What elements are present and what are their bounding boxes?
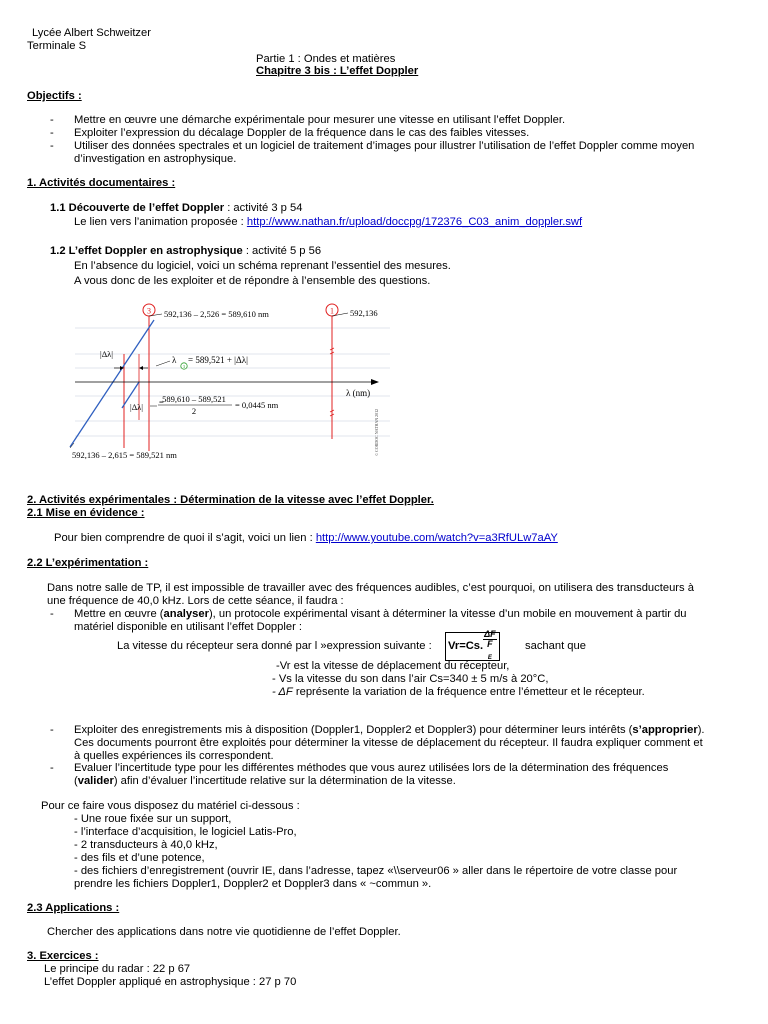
lambda-axis-arrow: [371, 379, 379, 385]
bullet-approprier-cont1: Ces documents pourront être exploités pour déterminer la vitesse de déplacement du récepteur. Il faudra expliquer comment et: [74, 737, 703, 749]
section2-3-title: 2.3 Applications :: [27, 902, 120, 914]
formula-intro: La vitesse du récepteur sera donné par l »expression suivante :: [117, 640, 432, 652]
fraction-numerator: 589,610 – 589,521: [162, 394, 226, 404]
ref-value-label: 592,136: [350, 308, 378, 318]
lambda-axis-label: λ (nm): [346, 388, 371, 398]
section2-2-title: 2.2 L’expérimentation :: [27, 557, 149, 569]
doppler-spectrum-diagram: [60, 296, 400, 466]
tp-paragraph-line2: une fréquence de 40,0 kHz. Lors de cette séance, il faudra :: [47, 595, 344, 607]
section1-2-heading: 1.2 L’effet Doppler en astrophysique : activité 5 p 56: [50, 245, 322, 257]
def-deltaf: - ΔF représente la variation de la fréquence entre l’émetteur et le récepteur.: [272, 686, 645, 698]
bullet-valider: Evaluer l’incertitude type pour les différentes méthodes que vous aurez utilisées lors de la détermination des fréquences: [74, 762, 669, 774]
def-vr: -Vr est la vitesse de déplacement du récepteur,: [276, 660, 510, 672]
section1-2-line2: A vous donc de les exploiter et de répondre à l’ensemble des questions.: [74, 275, 431, 287]
lambda3-rest: = 589,521 + |Δλ|: [188, 355, 248, 365]
material-item: - des fichiers d’enregistrement (ouvrir IE, dans l’adresse, tapez «\\serveur06 » aller dans le répertoire de votre classe pour: [74, 865, 678, 877]
marker-3-label: 3: [147, 306, 151, 316]
material-item: - des fils et d’une potence,: [74, 852, 205, 864]
def-vs: - Vs la vitesse du son dans l’air Cs=340 ± 5 m/s à 20°C,: [272, 673, 549, 685]
delta-lambda-left: |Δλ|: [100, 349, 113, 359]
section3-title: 3. Exercices :: [27, 950, 99, 962]
formula-main: Vr=Cs.: [448, 640, 484, 652]
material-item: - Une roue fixée sur un support,: [74, 813, 232, 825]
shift-slant-line: [70, 320, 154, 447]
part-title: Partie 1 : Ondes et matières: [256, 53, 396, 65]
bullet-analyser: Mettre en œuvre (analyser), un protocole expérimental visant à déterminer la vitesse d’un mobile en mouvement à partir du: [74, 608, 687, 620]
material-item: - l’interface d’acquisition, le logiciel Latis-Pro,: [74, 826, 297, 838]
bullet-analyser-cont: matériel disponible en utilisant l’effet Doppler :: [74, 621, 303, 633]
chapter-title: Chapitre 3 bis : L’effet Doppler: [256, 65, 419, 77]
fraction-result: = 0,0445 nm: [235, 400, 279, 410]
exercise-radar: Le principe du radar : 22 p 67: [44, 963, 191, 975]
class-name: Terminale S: [27, 40, 87, 52]
material-intro: Pour ce faire vous disposez du matériel ci-dessous :: [41, 800, 300, 812]
youtube-link[interactable]: http://www.youtube.com/watch?v=a3RfULw7aAY: [315, 532, 558, 544]
formula-after: sachant que: [525, 640, 586, 652]
formula-fraction: ΔF F $_E$: [484, 629, 496, 661]
svg-text:=: =: [159, 397, 164, 407]
section1-1-heading: 1.1 Découverte de l’effet Doppler : activité 3 p 54: [50, 202, 303, 214]
lambda3-label: λ: [172, 355, 177, 365]
lambda3-sub: 3: [182, 364, 186, 369]
school-name: Lycée Albert Schweitzer: [32, 27, 151, 39]
formula-box: [445, 629, 500, 661]
objective-item: Mettre en œuvre une démarche expérimentale pour mesurer une vitesse en utilisant l’effet Doppler.: [74, 114, 566, 126]
material-item-cont: prendre les fichiers Doppler1, Doppler2 et Doppler3 dans « ~commun ».: [74, 878, 432, 890]
animation-link[interactable]: http://www.nathan.fr/upload/doccpg/172376_C03_anim_doppler.swf: [246, 216, 583, 228]
applications-text: Chercher des applications dans notre vie quotidienne de l’effet Doppler.: [47, 926, 401, 938]
marker-1-label: 1: [330, 306, 334, 316]
bullet-approprier: Exploiter des enregistrements mis à disposition (Doppler1, Doppler2 et Doppler3) pour déterminer leurs intérêts (s’approprier).: [74, 724, 705, 736]
section1-2-line1: En l’absence du logiciel, voici un schéma reprenant l’essentiel des mesures.: [74, 260, 451, 272]
material-item: - 2 transducteurs à 40,0 kHz,: [74, 839, 218, 851]
section2-title: 2. Activités expérimentales : Détermination de la vitesse avec l’effet Doppler.: [27, 494, 434, 506]
exercise-astro: L’effet Doppler appliqué en astrophysique : 27 p 70: [44, 976, 297, 988]
youtube-link-line: Pour bien comprendre de quoi il s’agit, voici un lien : http://www.youtube.com/watch?v=a3RfULw7aAY: [54, 532, 558, 544]
bottom-calc-label: 592,136 – 2,615 = 589,521 nm: [72, 450, 177, 460]
objective-item: Utiliser des données spectrales et un logiciel de traitement d’images pour illustrer l’utilisation de l’effet Doppler comme moyen: [74, 140, 695, 152]
delta-lambda-mid: |Δλ|: [130, 402, 143, 412]
objective-item: Exploiter l’expression du décalage Doppler de la fréquence dans le cas des faibles vitesses.: [74, 127, 530, 139]
bullet-valider-cont: (valider) afin d’évaluer l’incertitude relative sur la détermination de la vitesse.: [74, 775, 456, 787]
top-calc-label: 592,136 – 2,526 = 589,610 nm: [164, 309, 269, 319]
copyright: © CORDOC NATHAN 2012: [374, 408, 379, 456]
section2-1-title: 2.1 Mise en évidence :: [27, 507, 145, 519]
objectives-title: Objectifs :: [27, 90, 82, 102]
bullet-approprier-cont2: à quelles expériences ils correspondent.: [74, 750, 274, 762]
animation-link-line: Le lien vers l’animation proposée : http://www.nathan.fr/upload/doccpg/172376_C03_anim_doppler.swf: [74, 216, 583, 228]
objective-item-cont: d’investigation en astrophysique.: [74, 153, 237, 165]
tp-paragraph-line1: Dans notre salle de TP, il est impossible de travailler avec des fréquences audibles, c’est pourquoi, on utilisera des transducteurs à: [47, 582, 694, 594]
section1-title: 1. Activités documentaires :: [27, 177, 176, 189]
fraction-denominator: 2: [191, 406, 197, 416]
